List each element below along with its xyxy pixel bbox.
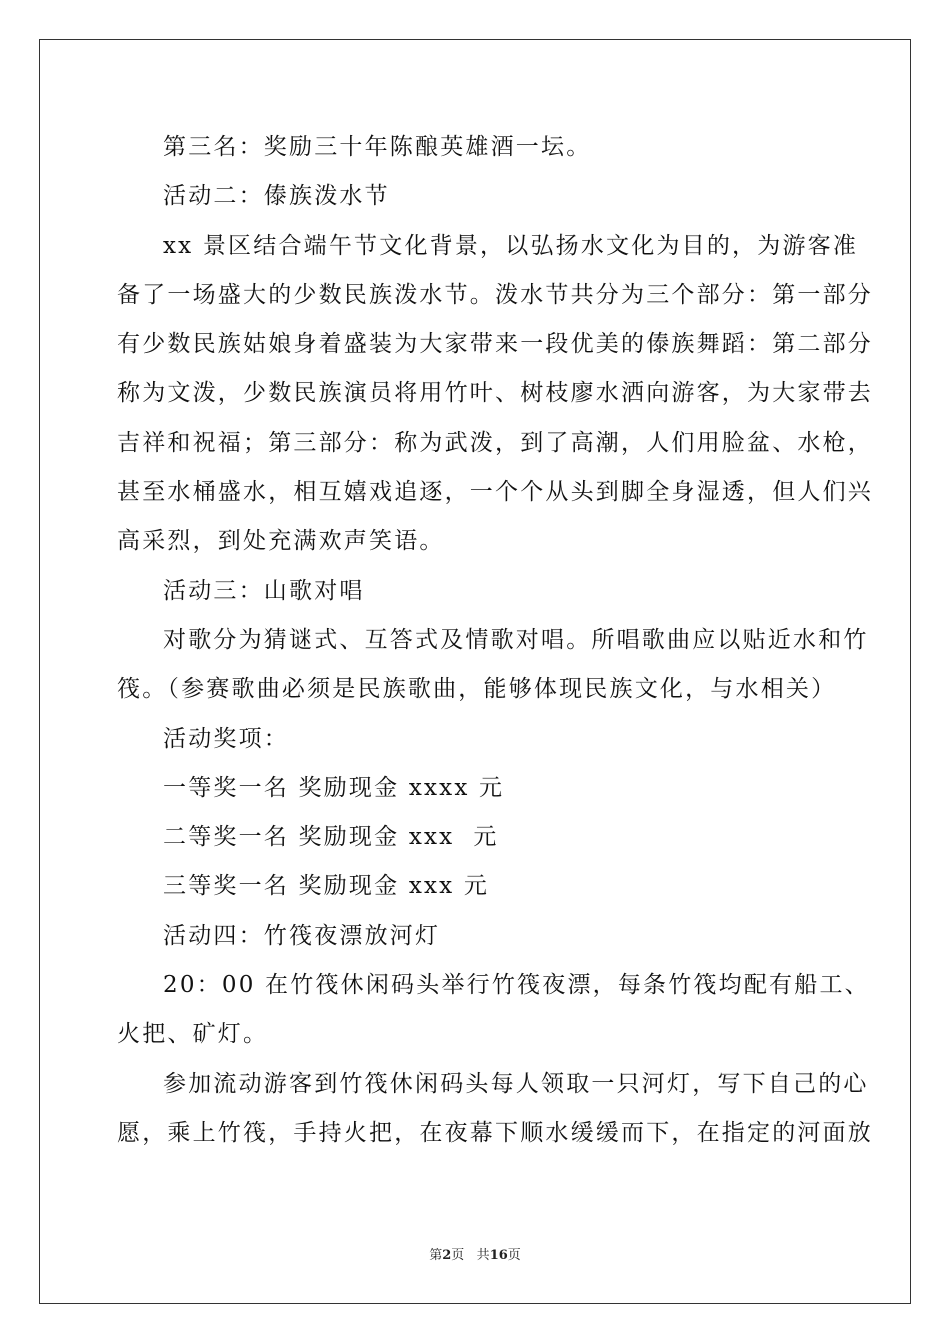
total-suffix: 页 bbox=[507, 1248, 521, 1263]
document-body bbox=[117, 123, 873, 1158]
section-heading: 活动二：傣族泼水节 bbox=[163, 183, 390, 210]
page-footer bbox=[0, 1247, 950, 1265]
page-number: 2 bbox=[442, 1248, 452, 1263]
prize-line: 三等奖一名 奖励现金 xxx 元 bbox=[163, 873, 490, 900]
text-line: 有少数民族姑娘身着盛装为大家带来一段优美的傣族舞蹈：第二部分 bbox=[117, 331, 873, 358]
text-line: xx 景区结合端午节文化背景，以弘扬水文化为目的，为游客准 bbox=[163, 232, 859, 259]
text-line: 称为文泼，少数民族演员将用竹叶、树枝廖水洒向游客，为大家带去 bbox=[117, 380, 873, 407]
total-pages: 16 bbox=[489, 1248, 508, 1263]
text-line: 高采烈，到处充满欢声笑语。 bbox=[117, 528, 445, 555]
text-line: 筏。（参赛歌曲必须是民族歌曲，能够体现民族文化，与水相关） bbox=[117, 676, 837, 703]
text-line: 参加流动游客到竹筏休闲码头每人领取一只河灯，写下自己的心 bbox=[163, 1070, 869, 1097]
page-suffix: 页 bbox=[451, 1248, 465, 1263]
text-line: 愿，乘上竹筏，手持火把，在夜幕下顺水缓缓而下，在指定的河面放 bbox=[117, 1119, 873, 1146]
text-line: 20：00 在竹筏休闲码头举行竹筏夜漂，每条竹筏均配有船工、 bbox=[163, 972, 870, 999]
page-prefix: 第 bbox=[429, 1248, 443, 1263]
section-heading: 活动奖项： bbox=[163, 725, 289, 752]
prize-line: 二等奖一名 奖励现金 xxx 元 bbox=[163, 824, 499, 851]
text-line: 吉祥和祝福；第三部分：称为武泼，到了高潮，人们用脸盆、水枪， bbox=[117, 429, 873, 456]
text-line: 对歌分为猜谜式、互答式及情歌对唱。所唱歌曲应以贴近水和竹 bbox=[163, 626, 869, 653]
total-prefix: 共 bbox=[476, 1248, 490, 1263]
prize-line: 一等奖一名 奖励现金 xxxx 元 bbox=[163, 774, 505, 801]
text-line: 火把、矿灯。 bbox=[117, 1021, 269, 1048]
text-line: 备了一场盛大的少数民族泼水节。泼水节共分为三个部分：第一部分 bbox=[117, 281, 873, 308]
text-line: 第三名：奖励三十年陈酿英雄酒一坛。 bbox=[163, 134, 592, 160]
section-heading: 活动四：竹筏夜漂放河灯 bbox=[163, 922, 441, 949]
section-heading: 活动三：山歌对唱 bbox=[163, 577, 365, 604]
text-line: 甚至水桶盛水，相互嬉戏追逐，一个个从头到脚全身湿透，但人们兴 bbox=[117, 479, 873, 506]
